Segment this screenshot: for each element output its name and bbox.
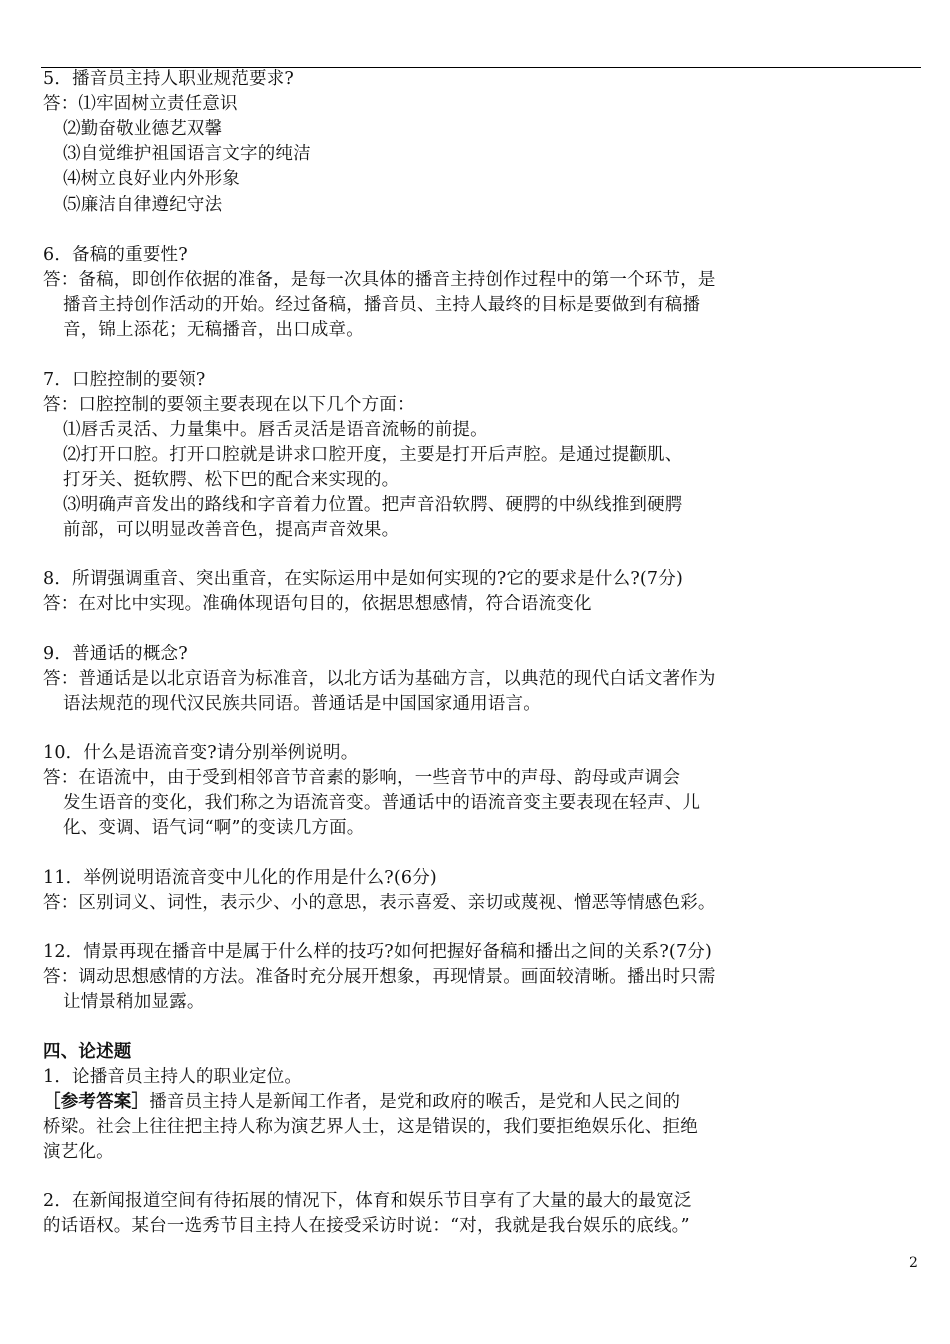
q5-answer: 答：⑴牢固树立责任意识 (43, 94, 238, 114)
q7-answer-line: ⑶明确声音发出的路线和字音着力位置。把声音沿软腭、硬腭的中纵线推到硬腭 (63, 495, 683, 515)
essay1-question: 1．论播音员主持人的职业定位。 (43, 1067, 303, 1087)
q6-answer-line: 播音主持创作活动的开始。经过备稿，播音员、主持人最终的目标是要做到有稿播 (63, 295, 701, 315)
q7-question: 7．口腔控制的要领? (43, 370, 206, 390)
page-number: 2 (909, 1255, 918, 1271)
q7-answer-line: 打牙关、挺软腭、松下巴的配合来实现的。 (63, 470, 400, 490)
q9-question: 9．普通话的概念? (43, 644, 188, 664)
q6-question: 6．备稿的重要性? (43, 245, 188, 265)
section-heading: 四、论述题 (43, 1042, 132, 1062)
q5-item: ⑶自觉维护祖国语言文字的纯洁 (63, 144, 311, 164)
q8-answer-line: 答：在对比中实现。准确体现语句目的，依据思想感情，符合语流变化 (43, 594, 592, 614)
q6-answer-line: 答：备稿，即创作依据的准备，是每一次具体的播音主持创作过程中的第一个环节，是 (43, 270, 716, 290)
q10-answer-line: 发生语音的变化，我们称之为语流音变。普通话中的语流音变主要表现在轻声、儿 (63, 793, 701, 813)
reference-answer-label: ［参考答案］ (43, 1092, 150, 1112)
essay1-answer-first-line (43, 1090, 680, 1114)
q5-item: ⑷树立良好业内外形象 (63, 169, 240, 189)
q7-answer-line: 前部，可以明显改善音色，提高声音效果。 (63, 520, 400, 540)
q12-answer-line: 答：调动思想感情的方法。准备时充分展开想象，再现情景。画面较清晰。播出时只需 (43, 967, 716, 987)
q11-question: 11．举例说明语流音变中儿化的作用是什么?(6分) (43, 868, 437, 888)
q8-question: 8．所谓强调重音、突出重音，在实际运用中是如何实现的?它的要求是什么?(7分) (43, 569, 683, 589)
q5-question: 5．播音员主持人职业规范要求? (43, 69, 295, 89)
q7-answer-line: 答：口腔控制的要领主要表现在以下几个方面： (43, 395, 415, 415)
q9-answer-line: 语法规范的现代汉民族共同语。普通话是中国国家通用语言。 (63, 694, 541, 714)
essay2-line: 的话语权。某台一选秀节目主持人在接受采访时说：“对，我就是我台娱乐的底线。” (43, 1216, 690, 1236)
essay1-answer-line: 演艺化。 (43, 1142, 114, 1162)
q12-question: 12．情景再现在播音中是属于什么样的技巧?如何把握好备稿和播出之间的关系?(7分) (43, 942, 713, 962)
essay1-answer-line: 桥梁。社会上往往把主持人称为演艺界人士，这是错误的，我们要拒绝娱乐化、拒绝 (43, 1117, 698, 1137)
q5-item: ⑸廉洁自律遵纪守法 (63, 195, 223, 215)
essay2-line: 2．在新闻报道空间有待拓展的情况下，体育和娱乐节目享有了大量的最大的最宽泛 (43, 1191, 692, 1211)
q9-answer-line: 答：普通话是以北京语音为标准音，以北方话为基础方言，以典范的现代白话文著作为 (43, 669, 716, 689)
q12-answer-line: 让情景稍加显露。 (63, 992, 205, 1012)
q6-answer-line: 音，锦上添花；无稿播音，出口成章。 (63, 320, 364, 340)
q7-answer-line: ⑴唇舌灵活、力量集中。唇舌灵活是语音流畅的前提。 (63, 420, 488, 440)
q10-question: 10．什么是语流音变?请分别举例说明。 (43, 743, 359, 763)
q10-answer-line: 化、变调、语气词“啊”的变读几方面。 (63, 818, 365, 838)
q7-answer-line: ⑵打开口腔。打开口腔就是讲求口腔开度，主要是打开后声腔。是通过提颧肌、 (63, 445, 683, 465)
q5-item: ⑵勤奋敬业德艺双馨 (63, 119, 223, 139)
essay1-answer-text: 播音员主持人是新闻工作者，是党和政府的喉舌，是党和人民之间的 (149, 1092, 681, 1112)
q11-answer-line: 答：区别词义、词性，表示少、小的意思，表示喜爱、亲切或蔑视、憎恶等情感色彩。 (43, 893, 716, 913)
q10-answer-line: 答：在语流中，由于受到相邻音节音素的影响，一些音节中的声母、韵母或声调会 (43, 768, 681, 788)
